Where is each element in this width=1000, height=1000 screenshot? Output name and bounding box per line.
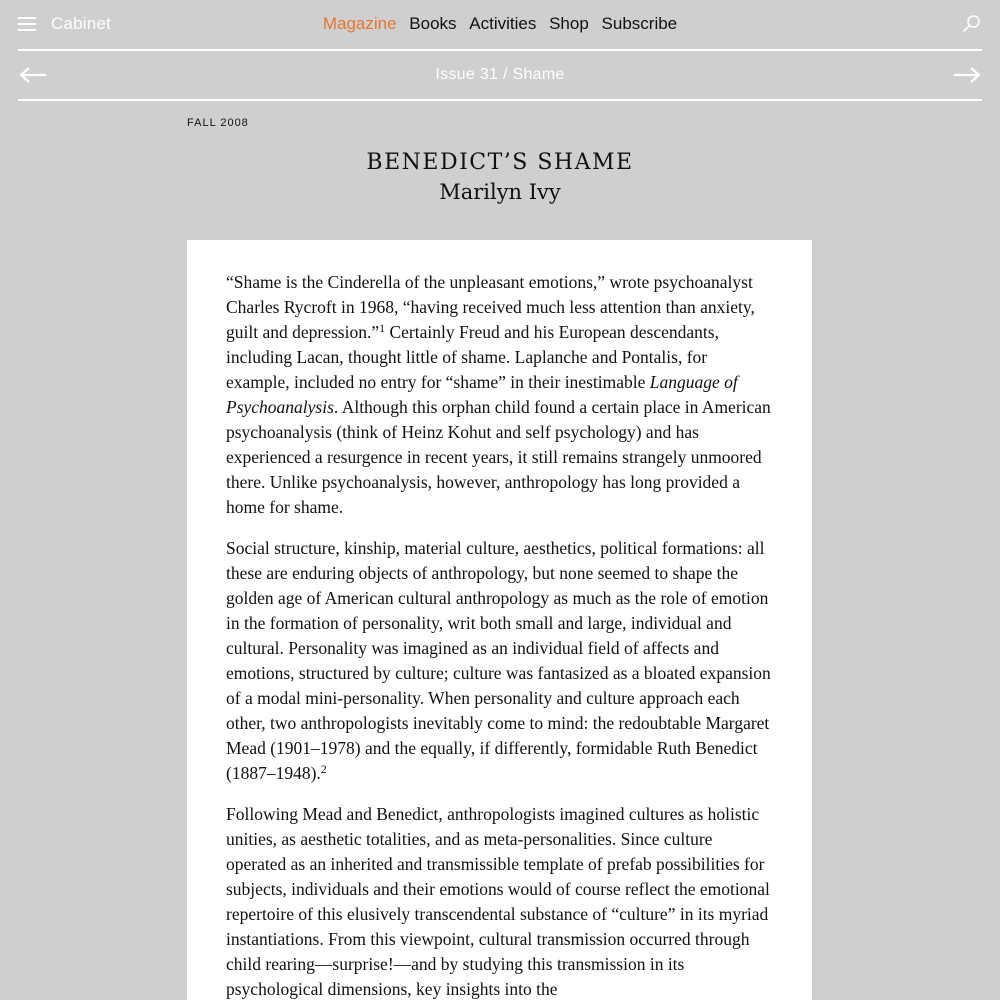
article-title: BENEDICT’S SHAME <box>366 150 634 175</box>
issue-breadcrumb <box>0 66 1000 84</box>
brand-logo-link[interactable]: Cabinet <box>51 14 111 33</box>
nav-item-magazine[interactable]: Magazine <box>322 14 397 33</box>
search-icon[interactable] <box>962 14 982 34</box>
paragraph-text: Following Mead and Benedict, anthropologists imagined cultures as holistic unities, as aesthetic totalities, and as meta-personalities. Since culture operated as an inherited and transmissible template of prefab possibilities for subjects, individuals and their emotions would of course reflect the emotional repertoire of this elusively transcendental substance of “culture” in its myriad instantiations. From this viewpoint, cultural transmission occurred through child rearing—surprise!—and by studying this transmission in its psychological dimensions, key insights into the <box>226 804 770 999</box>
main-nav <box>0 14 1000 34</box>
article-paragraph <box>226 536 774 786</box>
arrow-right-icon[interactable] <box>952 66 982 84</box>
footnote-link[interactable]: 1 <box>379 321 386 335</box>
article-paragraph <box>226 802 774 1000</box>
issue-number-link[interactable]: Issue 31 <box>435 66 499 83</box>
top-navigation <box>0 0 1000 50</box>
paragraph-text: Certainly Freud and his European descendants, including Lacan, thought little of shame. Laplanche and Pontalis, for example, included no entry for “shame” in their inestimable <box>226 322 719 392</box>
issue-season: FALL 2008 <box>187 117 249 129</box>
article-author[interactable]: Marilyn Ivy <box>439 180 561 204</box>
paragraph-text: . Although this orphan child found a certain place in American psychoanalysis (think of Heinz Kohut and self psychology) and has experienced a resurgence in recent years, it still remains strangely unmoored there. Unlike psychoanalysis, however, anthropology has long provided a home for shame. <box>226 397 771 517</box>
nav-item-subscribe[interactable]: Subscribe <box>601 14 678 33</box>
footnote-link[interactable]: 2 <box>320 762 327 776</box>
issue-bar-divider <box>18 99 982 101</box>
nav-item-activities[interactable]: Activities <box>469 14 537 33</box>
issue-theme-link[interactable]: Shame <box>512 66 565 83</box>
paragraph-text: Social structure, kinship, material culture, aesthetics, political formations: all these are enduring objects of anthropology, but none seemed to shape the golden age of American cultural anthropology as much as the role of emotion in the formation of personality, writ both small and large, individual and cultural. Personality was imagined as an individual field of affects and emotions, structured by culture; culture was fantasized as a bloated expansion of a modal mini-personality. When personality and culture approach each other, two anthropologists inevitably come to mind: the redoubtable Margaret Mead (1901–1978) and the equally, if differently, formidable Ruth Benedict (1887–1948). <box>226 538 771 783</box>
article-body <box>187 240 812 1000</box>
paragraph-text: “Shame is the Cinderella of the unpleasant emotions,” wrote psychoanalyst Charles Rycroft in 1968, “having received much less attention than anxiety, guilt and depression.” <box>226 272 755 342</box>
book-title: Language of Psychoanalysis <box>226 372 738 417</box>
nav-item-shop[interactable]: Shop <box>549 14 589 33</box>
article-paragraph <box>226 270 774 520</box>
breadcrumb-separator: / <box>502 66 513 83</box>
nav-item-books[interactable]: Books <box>409 14 457 33</box>
issue-bar <box>0 51 1000 99</box>
